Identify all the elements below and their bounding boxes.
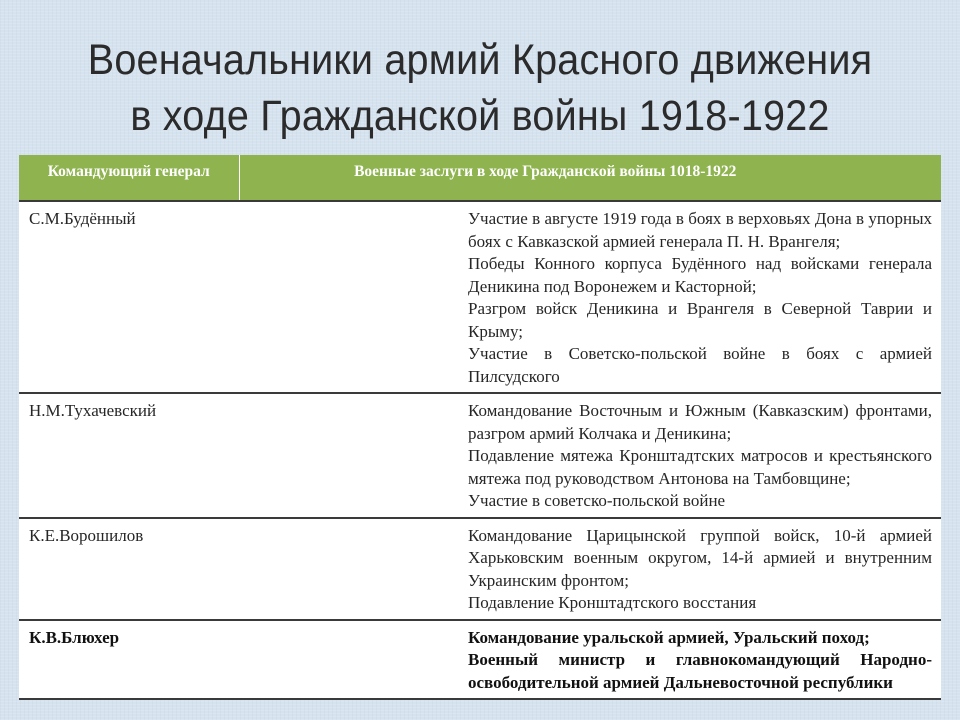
table-row [19,620,941,700]
table-header-row [19,155,941,201]
commander-name: К.В.Блюхер [19,620,239,700]
table-row [19,518,941,620]
merit-item: Командование Восточным и Южным (Кавказским) фронтами, разгром армий Колчака и Деникина; [468,401,932,443]
merit-item: Подавление Кронштадтского восстания [468,593,757,612]
merit-item: Победы Конного корпуса Будённого над войсками генерала Деникина под Воронежем и Касторной; [468,254,932,296]
commander-name: Н.М.Тухачевский [19,393,239,518]
slide-title-line-2: в ходе Гражданской войны 1918-1922 [130,92,830,140]
commander-name: С.М.Будённый [19,201,239,393]
merit-item: Командование Царицынской группой войск, 10-й армией Харьковским военным округом, 14-й армией и внутренним Украинским фронтом; [468,525,932,590]
commander-merits [239,518,941,620]
merit-item: Участие в советско-польской войне [468,491,726,510]
merit-item: Военный министр и главнокомандующий Народно-освободительной армией Дальневосточной республики [468,650,932,692]
commander-merits [239,201,941,393]
commander-merits [239,620,941,700]
merit-item: Подавление мятежа Кронштадтских матросов и крестьянского мятежа под руководством Антонова на Тамбовщине; [468,446,932,488]
table-row [19,201,941,393]
slide-title [38,32,921,144]
slide-title-line-1: Военачальники армий Красного движения [87,36,873,84]
header-commander: Командующий генерал [19,155,239,201]
table-row [19,393,941,518]
header-merits: Военные заслуги в ходе Гражданской войны 1018-1922 [239,155,941,201]
merit-item: Участие в августе 1919 года в боях в верховьях Дона в упорных боях с Кавказской армией генерала П. Н. Врангеля; [468,209,932,251]
commanders-table [19,155,941,700]
merit-item: Разгром войск Деникина и Врангеля в Северной Таврии и Крыму; [468,299,932,341]
merit-item: Командование уральской армией, Уральский поход; [468,627,870,647]
commander-merits [239,393,941,518]
commander-name: К.Е.Ворошилов [19,518,239,620]
merit-item: Участие в Советско-польской войне в боях с армией Пилсудского [468,344,932,386]
